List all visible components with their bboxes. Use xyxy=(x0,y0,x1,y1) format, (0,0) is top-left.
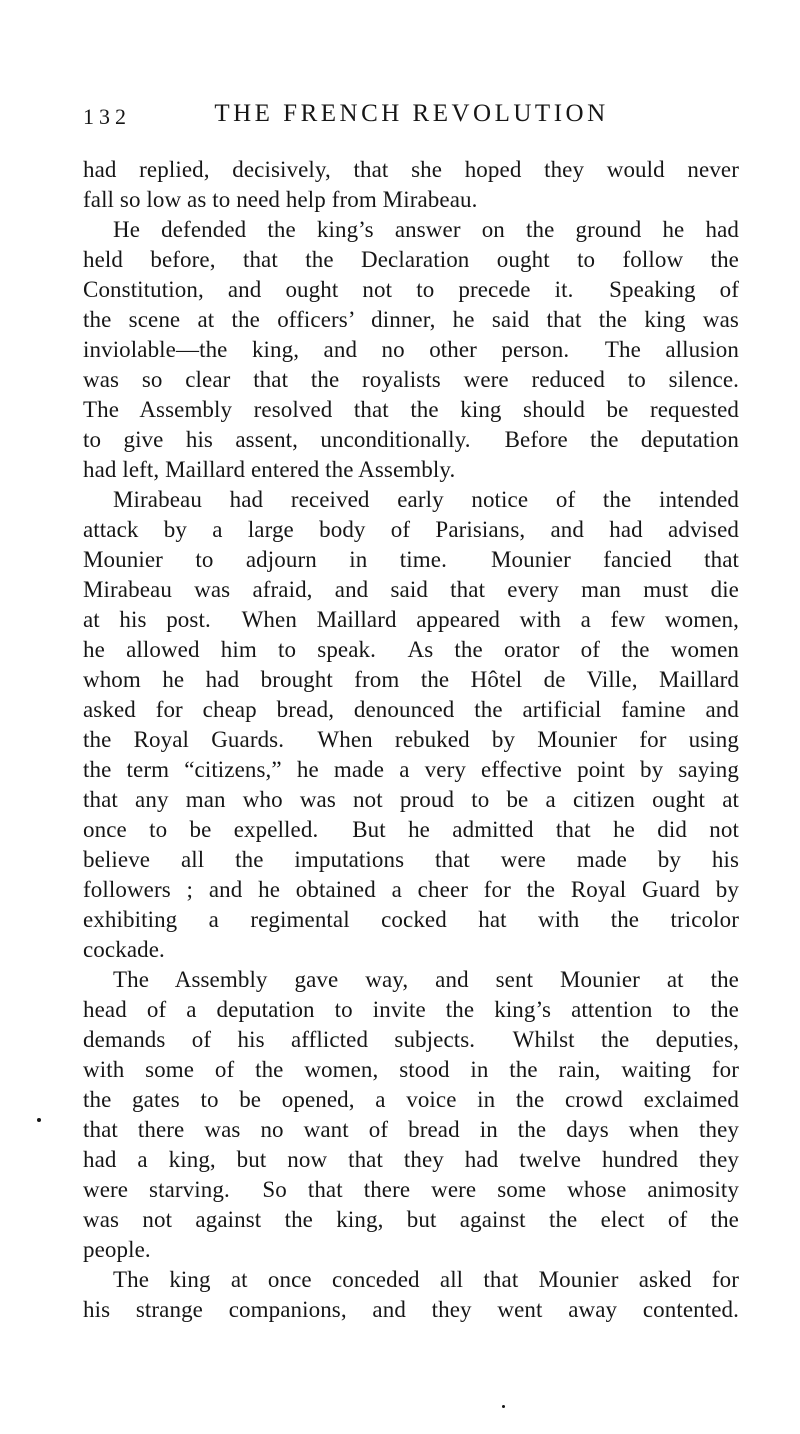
text-line: had replied, decisively, that she hoped they would never xyxy=(83,157,739,182)
text-line: The Assembly resolved that the king should be requested xyxy=(83,397,739,422)
text-line: with some of the women, stood in the rain, waiting for xyxy=(83,1057,739,1082)
page-number: 132 xyxy=(83,104,131,129)
scan-speck xyxy=(37,1118,41,1122)
text-line: head of a deputation to invite the king’s attention to the xyxy=(83,997,739,1022)
text-line: at his post. When Maillard appeared with a few women, xyxy=(83,607,739,632)
text-line: Mirabeau was afraid, and said that every man must die xyxy=(83,577,739,602)
text-line: The Assembly gave way, and sent Mounier at the xyxy=(113,967,739,992)
text-line: were starving. So that there were some whose animosity xyxy=(83,1177,739,1202)
page-body-text xyxy=(83,155,739,1325)
text-line: that any man who was not proud to be a citizen ought at xyxy=(83,787,739,812)
text-line: the term “citizens,” he made a very effective point by saying xyxy=(83,757,739,782)
text-line: the gates to be opened, a voice in the crowd exclaimed xyxy=(83,1087,739,1112)
text-line: asked for cheap bread, denounced the artificial famine and xyxy=(83,697,739,722)
text-line: he allowed him to speak. As the orator of the women xyxy=(83,637,739,662)
text-line: believe all the imputations that were made by his xyxy=(83,847,739,872)
text-line: to give his assent, unconditionally. Before the deputation xyxy=(83,427,739,452)
text-line: Mounier to adjourn in time. Mounier fancied that xyxy=(83,547,739,572)
text-line: cockade. xyxy=(83,937,165,962)
running-title: THE FRENCH REVOLUTION xyxy=(214,100,609,127)
text-line: that there was no want of bread in the days when they xyxy=(83,1117,739,1142)
text-line: The king at once conceded all that Mounier asked for xyxy=(113,1267,739,1292)
text-line: inviolable—the king, and no other person. The allusion xyxy=(83,337,739,362)
text-line: was not against the king, but against the elect of the xyxy=(83,1207,739,1232)
text-line: had a king, but now that they had twelve hundred they xyxy=(83,1147,739,1172)
text-line: whom he had brought from the Hôtel de Ville, Maillard xyxy=(83,667,739,692)
text-line: had left, Maillard entered the Assembly. xyxy=(83,457,456,482)
text-line: Mirabeau had received early notice of the intended xyxy=(113,487,739,512)
text-line: attack by a large body of Parisians, and had advised xyxy=(83,517,739,542)
text-line: the scene at the officers’ dinner, he said that the king was xyxy=(83,307,739,332)
page-header xyxy=(83,100,740,134)
text-line: Constitution, and ought not to precede it. Speaking of xyxy=(83,277,739,302)
text-line: the Royal Guards. When rebuked by Mounier for using xyxy=(83,727,739,752)
text-line: followers ; and he obtained a cheer for the Royal Guard by xyxy=(83,877,739,902)
text-line: fall so low as to need help from Mirabeau. xyxy=(83,187,478,212)
text-line: people. xyxy=(83,1237,151,1262)
text-line: was so clear that the royalists were reduced to silence. xyxy=(83,367,739,392)
text-line: demands of his afflicted subjects. Whilst the deputies, xyxy=(83,1027,739,1052)
text-line: He defended the king’s answer on the ground he had xyxy=(113,217,739,242)
text-line: once to be expelled. But he admitted that he did not xyxy=(83,817,739,842)
scan-speck xyxy=(502,1405,505,1408)
text-line: his strange companions, and they went away contented. xyxy=(83,1297,739,1322)
text-line: held before, that the Declaration ought to follow the xyxy=(83,247,739,272)
text-line: exhibiting a regimental cocked hat with the tricolor xyxy=(83,907,739,932)
